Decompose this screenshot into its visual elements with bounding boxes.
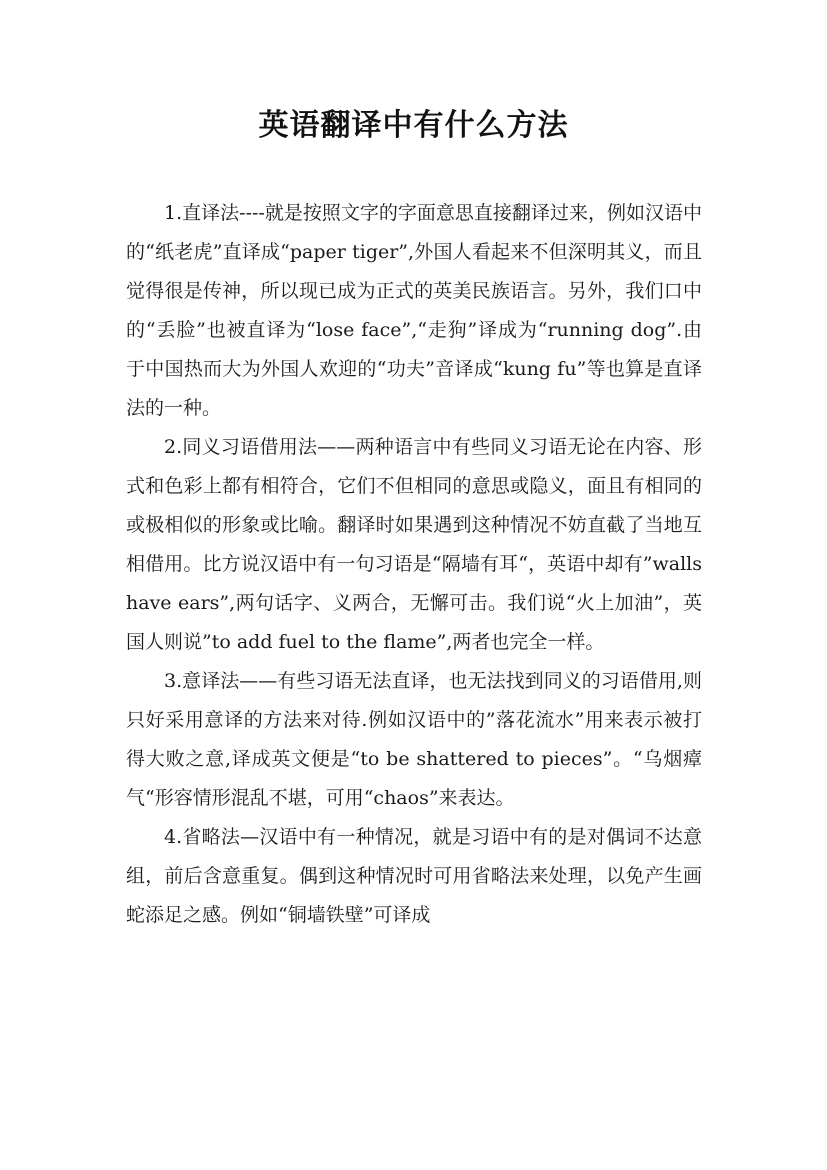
paragraph-omission: 4.省略法—汉语中有一种情况，就是习语中有的是对偶词不达意组，前后含意重复。偶到这种情况时可用省略法来处理，以免产生画蛇添足之感。例如“铜墙铁壁”可译成	[126, 826, 702, 926]
paragraph-free-translation: 3.意译法——有些习语无法直译，也无法找到同义的习语借用,则只好采用意译的方法来对待.例如汉语中的”落花流水”用来表示被打得大败之意,译成英文便是“to be shattered to pieces”。“乌烟瘴气“形容情形混乱不堪，可用“chaos”来表达。	[126, 670, 702, 809]
paragraph-literal-translation: 1.直译法----就是按照文字的字面意思直接翻译过来，例如汉语中的“纸老虎”直译成“paper tiger”,外国人看起来不但深明其义，而且觉得很是传神，所以现已成为正式的英美民族语言。另外，我们口中的“丢脸”也被直译为“lose face”,“走狗”译成为“running dog”.由于中国热而大为外国人欢迎的“功夫”音译成“kung fu”等也算是直译法的一种。	[126, 202, 702, 419]
paragraph-idiom-borrowing: 2.同义习语借用法——两种语言中有些同义习语无论在内容、形式和色彩上都有相符合，它们不但相同的意思或隐义，面且有相同的或极相似的形象或比喻。翻译时如果遇到这种情况不妨直截了当地互相借用。比方说汉语中有一句习语是“隔墙有耳“，英语中却有”walls have ears”,两句话字、义两合，无懈可击。我们说“火上加油”，英国人则说”to add fuel to the flame”,两者也完全一样。	[126, 436, 702, 653]
document-body	[126, 194, 702, 935]
document-title: 英语翻译中有什么方法	[258, 108, 569, 143]
